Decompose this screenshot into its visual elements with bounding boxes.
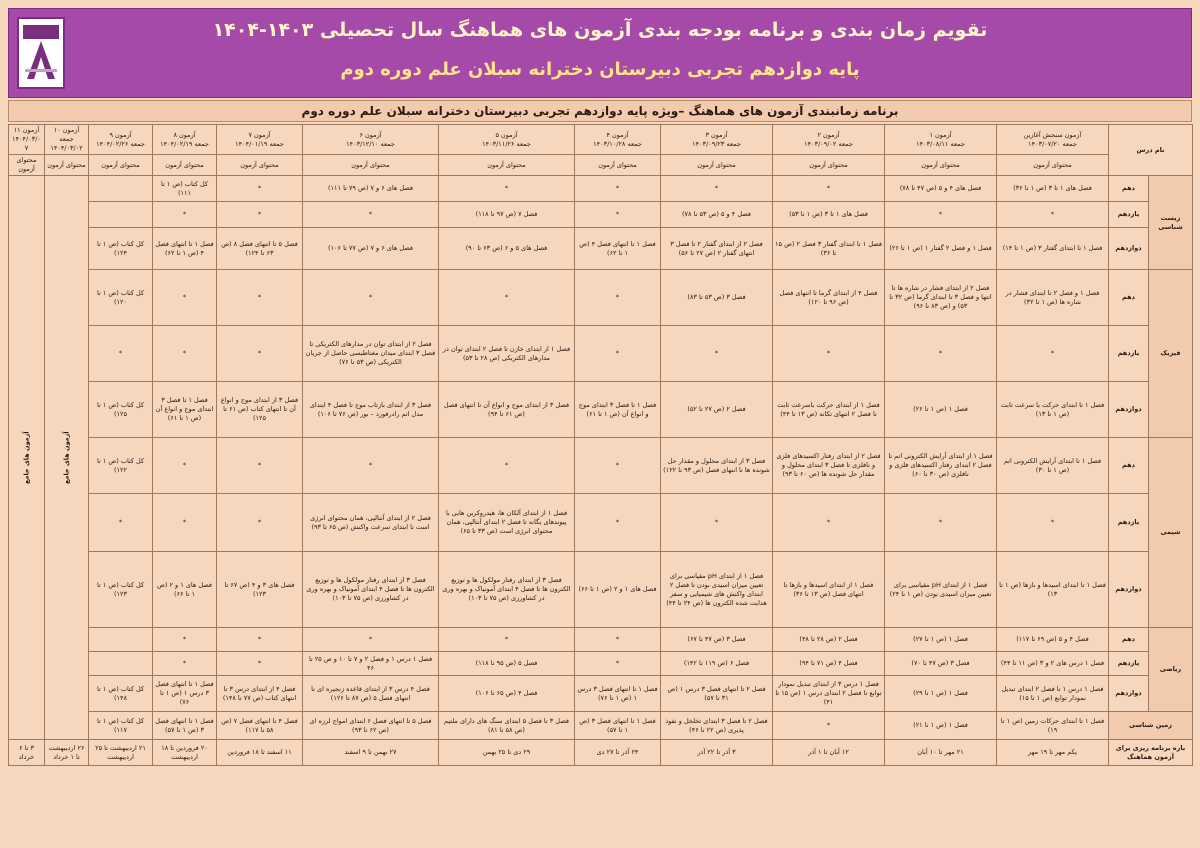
exam-content-cell: فصل ۱ تا انتهای فصل ۳ درس ۱ (ص ۱ تا ۷۶) bbox=[153, 676, 217, 712]
exam-content-cell: فصل ۱ تا انتهای فصل ۳ (ص ۱ تا ۵۷) bbox=[153, 712, 217, 740]
exam-content-cell: * bbox=[575, 202, 661, 228]
exam-content-cell: * bbox=[997, 494, 1109, 552]
exam-content-cell: فصل ۱ از ابتدای pH مقیاسی برای تعیین میزان اسیدی بودن (ص ۱ تا ۲۴) bbox=[885, 552, 997, 628]
exam-name: آزمون ۱۱ bbox=[13, 126, 40, 134]
exam-content-cell: فصل ۱ از ابتدای pH مقیاسی برای تعیین میزان اسیدی بودن تا فصل ۲ ابتدای واکنش های شیمیایی و سفر هدایت شده الکترون ها (ص ۲۴ تا ۴۴) bbox=[661, 552, 773, 628]
grade-name: دهم bbox=[1109, 438, 1149, 494]
exam-content-cell: فصل ۴ (ص ۷۱ تا ۹۴) bbox=[773, 652, 885, 676]
exam-content-cell: فصل ۲ از ابتدای آنتالپی، همان محتوای انرژی است تا ابتدای سرعت واکنش (ص ۶۵ تا ۹۳) bbox=[303, 494, 439, 552]
exam-content-cell: * bbox=[303, 270, 439, 326]
exam-content-cell: * bbox=[773, 494, 885, 552]
exam-content-cell: * bbox=[153, 628, 217, 652]
exam-content-cell: فصل ۱ و فصل ۲ تا ابتدای فشار در شاره ها (ص ۱ تا ۳۲) bbox=[997, 270, 1109, 326]
exam-content-cell: * bbox=[575, 628, 661, 652]
empty-cell bbox=[89, 176, 153, 202]
page-title: تقویم زمان بندی و برنامه بودجه بندی آزمون های هماهنگ سال تحصیلی ۱۴۰۳-۱۴۰۴ bbox=[212, 19, 988, 41]
exam-content-cell: * bbox=[217, 326, 303, 382]
exam-content-cell: فصل های ۱ و ۲ (ص ۱ تا ۶۶) bbox=[153, 552, 217, 628]
grade-name: دهم bbox=[1109, 628, 1149, 652]
exam-date: جمعه ۱۴۰۴/۰۱/۱۹ bbox=[235, 139, 284, 148]
exam-content-cell: * bbox=[575, 326, 661, 382]
exam-content-cell: فصل ۱ درس ۳ از ابتدای تبدیل نمودار توابع تا فصل ۲ ابتدای درس ۱ (ص ۱۵ تا ۴۱) bbox=[773, 676, 885, 712]
exam-content-cell: فصل ۴ و ۵ (ص ۵۳ تا ۷۸) bbox=[661, 202, 773, 228]
exam-content-cell: * bbox=[153, 494, 217, 552]
exam-content-cell: فصل ۱ درس های ۲ و ۳ (ص ۱۱ تا ۴۴) bbox=[997, 652, 1109, 676]
exam-content-cell: * bbox=[661, 494, 773, 552]
exam-content-cell: کل کتاب (ص ۱ تا ۱۱۱) bbox=[153, 176, 217, 202]
grade-name: دهم bbox=[1109, 176, 1149, 202]
comprehensive-exam-label: آزمون های جامع bbox=[9, 176, 45, 740]
exam-content-cell: فصل ۲ از ابتدای توان در مدارهای الکتریکی تا فصل ۳ ابتدای میدان مغناطیسی حاصل از جریان الکتریکی (ص ۵۳ تا ۷۶) bbox=[303, 326, 439, 382]
exam-header bbox=[217, 125, 303, 155]
exam-content-cell: فصل ۷ (ص ۹۷ تا ۱۱۸) bbox=[439, 202, 575, 228]
exam-name: آزمون ۶ bbox=[359, 130, 382, 139]
content-label: محتوای آزمون bbox=[661, 155, 773, 176]
exam-content-cell: فصل ۱ تا ابتدای آرایش الکترونی اتم (ص ۱ تا ۳۰) bbox=[997, 438, 1109, 494]
exam-content-cell: فصل ۳ (ص ۴۷ تا ۶۷) bbox=[661, 628, 773, 652]
exam-content-cell: * bbox=[439, 628, 575, 652]
exam-content-cell: * bbox=[217, 202, 303, 228]
exam-content-cell: * bbox=[575, 438, 661, 494]
exam-content-cell: * bbox=[885, 326, 997, 382]
exam-content-cell: فصل های ۵ و ۶ (ص ۶۳ تا ۹۰) bbox=[439, 228, 575, 270]
grade-name: یازدهم bbox=[1109, 652, 1149, 676]
exam-header bbox=[575, 125, 661, 155]
logo-icon bbox=[21, 23, 61, 83]
content-label: محتوای آزمون bbox=[773, 155, 885, 176]
exam-header bbox=[661, 125, 773, 155]
exam-content-cell: * bbox=[575, 652, 661, 676]
exam-content-cell: فصل ۱ تا ابتدای گفتار ۳ (ص ۱ تا ۱۴) bbox=[997, 228, 1109, 270]
exam-content-cell: * bbox=[439, 176, 575, 202]
exam-content-cell: فصل ۱ تا انتهای فصل ۳ (ص ۱ تا ۵۷) bbox=[575, 712, 661, 740]
exam-name: آزمون سنجش آغازین bbox=[1023, 130, 1082, 139]
exam-content-cell: فصل ۱ (ص ۱ تا ۲۷) bbox=[885, 628, 997, 652]
exam-header bbox=[45, 125, 89, 155]
exam-content-cell: فصل ۳ (ص ۴۷ تا ۷۰) bbox=[885, 652, 997, 676]
grade-name: یازدهم bbox=[1109, 202, 1149, 228]
schedule-table bbox=[8, 124, 1193, 766]
planning-period: ۲۶ اردیبهشت تا ۱ خرداد bbox=[45, 740, 89, 766]
exam-content-cell: فصل ۱ از ابتدای آرایش الکترونی اتم تا فصل ۲ ابتدای رفتار اکسیدهای فلزی و نافلزی (ص ۳۰ تا ۶۰) bbox=[885, 438, 997, 494]
exam-name: آزمون ۷ bbox=[248, 130, 271, 139]
content-label: محتوای آزمون bbox=[885, 155, 997, 176]
exam-header bbox=[773, 125, 885, 155]
content-label: محتوای آزمون bbox=[997, 155, 1109, 176]
exam-content-cell: فصل ۱ درس ۱ و فصل ۲ و ۷ تا ۱۰ و ص ۲۵ تا ۴۶ bbox=[303, 652, 439, 676]
exam-content-cell: فصل ۲ از ابتدای فشار در شاره ها تا انتها و فصل ۳ تا ابتدای گرما (ص ۳۲ تا ۵۳) و (ص ۸۳ تا ۹۶) bbox=[885, 270, 997, 326]
content-label: محتوای آزمون bbox=[153, 155, 217, 176]
exam-content-cell: * bbox=[439, 270, 575, 326]
exam-content-cell: * bbox=[773, 176, 885, 202]
exam-content-cell: فصل ۴ از ابتدای درس ۳ تا انتهای کتاب (ص ۷۷ تا ۱۴۸) bbox=[217, 676, 303, 712]
exam-content-cell: فصل ۱ تا انتهای فصل ۴ (ص ۱ تا ۶۲) bbox=[153, 228, 217, 270]
grade-name: دوازدهم bbox=[1109, 552, 1149, 628]
exam-content-cell: فصل ۲ از ابتدای گفتار ۲ تا فصل ۳ انتهای گفتار ۲ (ص ۲۷ تا ۵۶) bbox=[661, 228, 773, 270]
exam-content-cell: فصل ۱ از ابتدای آلکان ها، هیدروکربن هایی با پیوندهای یگانه تا فصل ۲ ابتدای آنتالپی، همان محتوای انرژی است (ص ۳۳ تا ۶۵) bbox=[439, 494, 575, 552]
exam-name: آزمون ۱ bbox=[929, 130, 952, 139]
exam-name: آزمون ۴ bbox=[606, 130, 629, 139]
school-logo bbox=[17, 17, 65, 89]
content-label: محتوای آزمون bbox=[217, 155, 303, 176]
exam-content-cell: فصل ۴ و ۵ (ص ۶۹ تا ۱۱۷) bbox=[997, 628, 1109, 652]
exam-header bbox=[303, 125, 439, 155]
exam-content-cell: فصل ۳ از ابتدای بازتاب موج تا فصل ۴ ابتدای مدل اتم رادرفورد – بور (ص ۷۶ تا ۱۰۶) bbox=[303, 382, 439, 438]
exam-header bbox=[885, 125, 997, 155]
exam-content-cell: فصل ۶ (ص ۱۱۹ تا ۱۴۲) bbox=[661, 652, 773, 676]
exam-name: آزمون ۲ bbox=[817, 130, 840, 139]
exam-content-cell: فصل ۱ تا ابتدای اسیدها و بازها (ص ۱ تا ۱۳) bbox=[997, 552, 1109, 628]
exam-content-cell: * bbox=[217, 270, 303, 326]
exam-content-cell: کل کتاب (ص ۱ تا ۱۲۴) bbox=[89, 228, 153, 270]
exam-date: جمعه ۱۴۰۴/۰۲/۱۹ bbox=[160, 139, 209, 148]
grade-name: دهم bbox=[1109, 270, 1149, 326]
exam-content-cell: * bbox=[217, 176, 303, 202]
exam-header bbox=[153, 125, 217, 155]
exam-date: جمعه ۱۴۰۳/۰۸/۱۱ bbox=[916, 139, 965, 148]
planning-period: ۲۱ مهر تا ۱۰ آبان bbox=[885, 740, 997, 766]
exam-name: آزمون ۳ bbox=[705, 130, 728, 139]
exam-content-cell: * bbox=[153, 270, 217, 326]
exam-content-cell: * bbox=[89, 494, 153, 552]
planning-period: ۱۲ آبان تا ۱ آذر bbox=[773, 740, 885, 766]
exam-content-cell: فصل ۴ از ابتدای گرما تا انتهای فصل (ص ۹۶ تا ۱۲۰) bbox=[773, 270, 885, 326]
exam-content-cell: * bbox=[303, 628, 439, 652]
exam-content-cell: کل کتاب (ص ۱ تا ۱۲۲) bbox=[89, 438, 153, 494]
exam-date: جمعه ۱۴۰۴/۰۳/۰۲ bbox=[50, 135, 83, 152]
exam-name: آزمون ۹ bbox=[109, 130, 132, 139]
planning-period: ۲۰ فروردین تا ۱۸ اردیبهشت bbox=[153, 740, 217, 766]
exam-content-cell: * bbox=[661, 326, 773, 382]
exam-content-cell: * bbox=[773, 712, 885, 740]
planning-period: ۲۹ دی تا ۲۵ بهمن bbox=[439, 740, 575, 766]
exam-name: آزمون ۱۰ bbox=[53, 126, 80, 134]
subject-name: فیزیک bbox=[1149, 270, 1193, 438]
exam-content-cell: * bbox=[997, 326, 1109, 382]
planning-period: ۱۱ اسفند تا ۱۸ فروردین bbox=[217, 740, 303, 766]
exam-content-cell: فصل ۵ تا انتهای فصل ۸ (ص ۶۳ تا ۱۲۴) bbox=[217, 228, 303, 270]
exam-content-cell: فصل ۱ (ص ۱ تا ۲۶) bbox=[885, 382, 997, 438]
exam-content-cell: فصل های ۶ و ۷ (ص ۷۷ تا ۱۰۶) bbox=[303, 228, 439, 270]
exam-content-cell: فصل ۱ از ابتدای خازن تا فصل ۲ ابتدای توان در مدارهای الکتریکی (ص ۲۸ تا ۵۳) bbox=[439, 326, 575, 382]
content-label: محتوای آزمون bbox=[89, 155, 153, 176]
exam-content-cell: * bbox=[773, 326, 885, 382]
grade-name: یازدهم bbox=[1109, 326, 1149, 382]
planning-period: ۳ آذر تا ۲۲ آذر bbox=[661, 740, 773, 766]
exam-content-cell: فصل های ۴ و ۵ (ص ۴۷ تا ۷۸) bbox=[885, 176, 997, 202]
subject-name: زمین شناسی bbox=[1109, 712, 1193, 740]
exam-date: جمعه ۱۴۰۳/۱۱/۲۶ bbox=[482, 139, 531, 148]
exam-content-cell: * bbox=[153, 438, 217, 494]
exam-date: ۱۴۰۴/۰۳/۰۷ bbox=[12, 135, 41, 152]
comprehensive-exam-label: آزمون های جامع bbox=[45, 176, 89, 740]
exam-content-cell: * bbox=[153, 326, 217, 382]
exam-content-cell: فصل ۱ تا انتهای فصل ۳ درس ۱ (ص ۱ تا ۷۶) bbox=[575, 676, 661, 712]
exam-content-cell: کل کتاب (ص ۱ تا ۱۲۰) bbox=[89, 270, 153, 326]
planning-period-label: بازه برنامه ریزی برای آزمون هماهنگ bbox=[1109, 740, 1193, 766]
grade-name: دوازدهم bbox=[1109, 382, 1149, 438]
exam-content-cell: فصل ۳ (ص ۵۳ تا ۸۳) bbox=[661, 270, 773, 326]
exam-content-cell: فصل ۱ تا ابتدای حرکات زمین (ص ۱ تا ۱۹) bbox=[997, 712, 1109, 740]
planning-period: ۲۴ آذر تا ۲۷ دی bbox=[575, 740, 661, 766]
exam-content-cell: فصل ۱ (ص ۱ تا ۲۹) bbox=[885, 676, 997, 712]
exam-content-cell: * bbox=[303, 202, 439, 228]
exam-content-cell: فصل ۱ تا فصل ۳ ابتدای موج و انواع آن (ص ۱ تا ۶۱) bbox=[153, 382, 217, 438]
exam-content-cell: * bbox=[575, 494, 661, 552]
exam-content-cell: فصل های ۳ و ۴ (ص ۶۷ تا ۱۲۳) bbox=[217, 552, 303, 628]
exam-content-cell: * bbox=[997, 202, 1109, 228]
exam-content-cell: * bbox=[217, 628, 303, 652]
exam-content-cell: فصل ۴ (ص ۶۵ تا ۱۰۶) bbox=[439, 676, 575, 712]
exam-date: جمعه ۱۴۰۳/۰۹/۰۲ bbox=[804, 139, 853, 148]
exam-header bbox=[439, 125, 575, 155]
exam-content-cell: فصل ۲ (ص ۲۸ تا ۴۸) bbox=[773, 628, 885, 652]
exam-content-cell: فصل ۱ از ابتدای اسیدها و بازها تا انتهای فصل (ص ۱۳ تا ۳۶) bbox=[773, 552, 885, 628]
exam-content-cell: فصل های ۱ تا ۳ (ص ۱ تا ۳۶) bbox=[997, 176, 1109, 202]
exam-content-cell: * bbox=[661, 176, 773, 202]
page-subtitle: پایه دوازدهم تجربی دبیرستان دخترانه سبلان علم دوره دوم bbox=[340, 59, 860, 80]
exam-content-cell: * bbox=[303, 438, 439, 494]
exam-content-cell: کل کتاب (ص ۱ تا ۱۲۳) bbox=[89, 552, 153, 628]
exam-content-cell: کل کتاب (ص ۱ تا ۱۱۷) bbox=[89, 712, 153, 740]
exam-content-cell: فصل های ۶ و ۷ (ص ۷۹ تا ۱۱۱) bbox=[303, 176, 439, 202]
table-caption: برنامه زمانبندی آزمون های هماهنگ –ویژه پایه دوازدهم تجربی دبیرستان دخترانه سبلان علم دوره دوم bbox=[8, 100, 1192, 122]
exam-content-cell: فصل ۳ تا فصل ۵ ابتدای سنگ های دارای ملتیم (ص ۵۸ تا ۸۱) bbox=[439, 712, 575, 740]
lesson-name-header: نام درس bbox=[1109, 125, 1193, 176]
exam-content-cell: فصل ۴ تا انتهای فصل ۷ (ص ۵۸ تا ۱۱۷) bbox=[217, 712, 303, 740]
exam-content-cell: * bbox=[575, 176, 661, 202]
exam-content-cell: فصل ۱ درس ۱ تا فصل ۲ ابتدای تبدیل نمودار توابع (ص ۱ تا ۱۵) bbox=[997, 676, 1109, 712]
empty-cell bbox=[89, 652, 153, 676]
exam-content-cell: * bbox=[153, 202, 217, 228]
exam-name: آزمون ۵ bbox=[495, 130, 518, 139]
content-label: محتوای آزمون bbox=[9, 155, 45, 176]
exam-header bbox=[997, 125, 1109, 155]
content-label: محتوای آزمون bbox=[303, 155, 439, 176]
exam-date: جمعه ۱۴۰۳/۱۲/۱۰ bbox=[346, 139, 395, 148]
exam-content-cell: فصل های ۱ و ۲ (ص ۱ تا ۶۶) bbox=[575, 552, 661, 628]
exam-content-cell: فصل ۱ و فصل ۲ گفتار ۱ (ص ۱ تا ۲۶) bbox=[885, 228, 997, 270]
planning-period: ۲۱ اردیبهشت تا ۲۵ اردیبهشت bbox=[89, 740, 153, 766]
subject-name: شیمی bbox=[1149, 438, 1193, 628]
exam-header bbox=[89, 125, 153, 155]
planning-period: ۳ تا ۶ خرداد bbox=[9, 740, 45, 766]
exam-content-cell: * bbox=[885, 494, 997, 552]
planning-period: یکم مهر تا ۱۹ مهر bbox=[997, 740, 1109, 766]
exam-content-cell: فصل ۱ تا انتهای فصل ۴ (ص ۱ تا ۶۲) bbox=[575, 228, 661, 270]
exam-content-cell: فصل ۳ از ابتدای موج و انواع آن تا انتهای فصل (ص ۶۱ تا ۹۴) bbox=[439, 382, 575, 438]
exam-content-cell: فصل ۵ (ص ۹۵ تا ۱۱۸) bbox=[439, 652, 575, 676]
exam-content-cell: * bbox=[885, 202, 997, 228]
content-label: محتوای آزمون bbox=[45, 155, 89, 176]
grade-name: یازدهم bbox=[1109, 494, 1149, 552]
exam-content-cell: * bbox=[153, 652, 217, 676]
exam-content-cell: * bbox=[89, 326, 153, 382]
exam-date: جمعه ۱۴۰۳/۰۷/۲۰ bbox=[1028, 139, 1077, 148]
exam-date: جمعه ۱۴۰۳/۱۰/۲۸ bbox=[593, 139, 642, 148]
exam-content-cell: فصل ۱ از ابتدای حرکت باسرعت ثابت تا فصل ۲ انتهای تکانه (ص ۱۳ تا ۴۴) bbox=[773, 382, 885, 438]
exam-content-cell: * bbox=[217, 438, 303, 494]
exam-header bbox=[9, 125, 45, 155]
grade-name: دوازدهم bbox=[1109, 228, 1149, 270]
exam-content-cell: فصل ۲ (ص ۲۷ تا ۵۲) bbox=[661, 382, 773, 438]
exam-content-cell: فصل ۵ تا انتهای فصل ۶ ابتدای امواج لرزه ای (ص ۶۲ تا ۹۳) bbox=[303, 712, 439, 740]
subject-name: ریاضی bbox=[1149, 628, 1193, 712]
exam-content-cell: کل کتاب (ص ۱ تا ۱۴۸) bbox=[89, 676, 153, 712]
grade-name: دوازدهم bbox=[1109, 676, 1149, 712]
content-label: محتوای آزمون bbox=[575, 155, 661, 176]
exam-content-cell: فصل ۴ درس ۳ از ابتدای قاعده زنجیره ای تا انتهای فصل ۵ (ص ۸۷ تا ۱۲۶) bbox=[303, 676, 439, 712]
exam-content-cell: فصل های ۱ تا ۳ (ص ۱ تا ۵۳) bbox=[773, 202, 885, 228]
planning-period: ۲۷ بهمن تا ۹ اسفند bbox=[303, 740, 439, 766]
exam-date: جمعه ۱۴۰۴/۰۲/۲۶ bbox=[96, 139, 145, 148]
exam-content-cell: کل کتاب (ص ۱ تا ۱۲۵) bbox=[89, 382, 153, 438]
empty-cell bbox=[89, 202, 153, 228]
exam-date: جمعه ۱۴۰۳/۰۹/۲۳ bbox=[692, 139, 741, 148]
exam-content-cell: فصل ۱ (ص ۱ تا ۲۱) bbox=[885, 712, 997, 740]
exam-content-cell: * bbox=[439, 438, 575, 494]
empty-cell bbox=[89, 628, 153, 652]
exam-content-cell: فصل ۲ تا فصل ۳ ابتدای تخلخل و نفوذ پذیری (ص ۲۲ تا ۴۶) bbox=[661, 712, 773, 740]
exam-content-cell: * bbox=[217, 494, 303, 552]
exam-content-cell: فصل ۲ تا انتهای فصل ۳ درس ۱ (ص ۳۱ تا ۵۷) bbox=[661, 676, 773, 712]
exam-content-cell: * bbox=[575, 270, 661, 326]
exam-content-cell: فصل ۳ از ابتدای رفتار مولکول ها و توزیع الکترون ها تا فصل ۴ ابتدای آمونیاک و بهره وری در کشاورزی (ص ۷۵ تا ۱۰۳) bbox=[439, 552, 575, 628]
exam-content-cell: فصل ۲ از ابتدای رفتار اکسیدهای فلزی و نافلزی تا فصل ۳ ابتدای محلول و مقدار حل شونده ها (ص ۶۰ تا ۹۳) bbox=[773, 438, 885, 494]
subject-name: زیست شناسی bbox=[1149, 176, 1193, 270]
exam-content-cell: فصل ۱ تا ابتدای گفتار ۳ فصل ۲ (ص ۱۵ تا ۳۶) bbox=[773, 228, 885, 270]
exam-content-cell: فصل ۳ از ابتدای موج و انواع آن تا انتهای کتاب (ص ۶۱ تا ۱۲۵) bbox=[217, 382, 303, 438]
exam-content-cell: فصل ۳ از ابتدای محلول و مقدار حل شونده ها تا انتهای فصل (ص ۹۳ تا ۱۲۲) bbox=[661, 438, 773, 494]
exam-content-cell: فصل ۱ تا فصل ۳ ابتدای موج و انواع آن (ص ۱ تا ۶۱) bbox=[575, 382, 661, 438]
content-label: محتوای آزمون bbox=[439, 155, 575, 176]
exam-content-cell: فصل ۱ تا ابتدای حرکت با سرعت ثابت (ص ۱ تا ۱۳) bbox=[997, 382, 1109, 438]
exam-name: آزمون ۸ bbox=[173, 130, 196, 139]
exam-content-cell: فصل ۳ از ابتدای رفتار مولکول ها و توزیع الکترون ها تا فصل ۴ ابتدای آمونیاک و بهره وری در کشاورزی (ص ۷۵ تا ۱۰۳) bbox=[303, 552, 439, 628]
header-banner bbox=[8, 8, 1192, 98]
exam-content-cell: * bbox=[217, 652, 303, 676]
